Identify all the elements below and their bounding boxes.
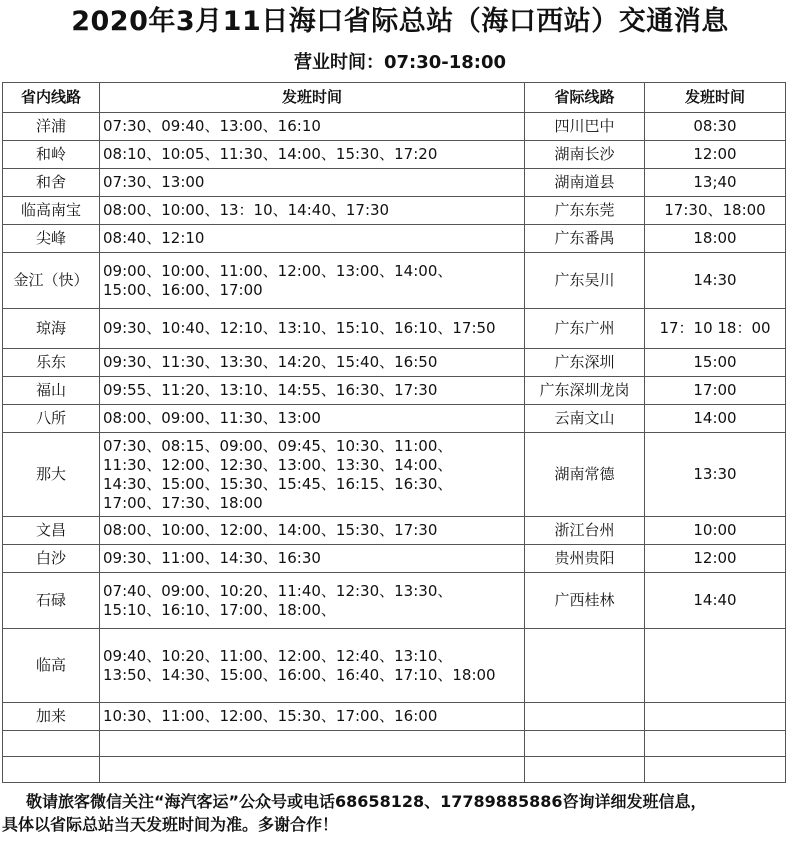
- inter-time-cell: 13:30: [645, 433, 786, 517]
- notice-line-2: 具体以省际总站当天发班时间为准。多谢合作！: [2, 815, 339, 834]
- table-row: [3, 517, 786, 545]
- domestic-times-cell: 09:00、10:00、11:00、12:00、13:00、14:00、 15:00、16:00、17:00: [100, 253, 525, 309]
- domestic-times-cell: 09:55、11:20、13:10、14:55、16:30、17:30: [100, 377, 525, 405]
- domestic-route-cell: 洋浦: [3, 113, 100, 141]
- inter-route-cell: 广西桂林: [525, 573, 645, 629]
- domestic-route-cell: 加来: [3, 703, 100, 731]
- page-title: 2020年3月11日海口省际总站（海口西站）交通消息: [71, 6, 729, 37]
- table-row: [3, 731, 786, 757]
- domestic-times-cell: 09:30、10:40、12:10、13:10、15:10、16:10、17:50: [100, 309, 525, 349]
- business-hours: 营业时间：07:30-18:00: [293, 52, 507, 73]
- inter-time-cell: 17:00: [645, 377, 786, 405]
- domestic-times-cell: 08:00、10:00、13：10、14:40、17:30: [100, 197, 525, 225]
- inter-route-cell: 贵州贵阳: [525, 545, 645, 573]
- table-row: [3, 433, 786, 517]
- domestic-route-cell: 八所: [3, 405, 100, 433]
- domestic-times-cell: 09:30、11:30、13:30、14:20、15:40、16:50: [100, 349, 525, 377]
- inter-time-cell: 13;40: [645, 169, 786, 197]
- domestic-route-cell: [3, 731, 100, 757]
- notice: [2, 790, 792, 836]
- domestic-route-cell: 文昌: [3, 517, 100, 545]
- notice-line-1: 敬请旅客微信关注“海汽客运”公众号或电话68658128、17789885886咨询详细发班信息，: [26, 792, 707, 811]
- inter-route-cell: 广东番禺: [525, 225, 645, 253]
- inter-route-cell: 四川巴中: [525, 113, 645, 141]
- inter-time-cell: 15:00: [645, 349, 786, 377]
- domestic-route-cell: 和岭: [3, 141, 100, 169]
- domestic-times-cell: 07:30、08:15、09:00、09:45、10:30、11:00、 11:30、12:00、12:30、13:00、13:30、14:00、 14:30、15:00、15:30、15:45、16:15、16:30、 17:00、17:30、18:00: [100, 433, 525, 517]
- inter-route-cell: 浙江台州: [525, 517, 645, 545]
- header-inter-route: 省际线路: [525, 83, 645, 113]
- domestic-times-cell: [100, 731, 525, 757]
- domestic-route-cell: 金江（快）: [3, 253, 100, 309]
- domestic-times-cell: 07:40、09:00、10:20、11:40、12:30、13:30、 15:10、16:10、17:00、18:00、: [100, 573, 525, 629]
- domestic-times-cell: 08:00、09:00、11:30、13:00: [100, 405, 525, 433]
- table-row: [3, 113, 786, 141]
- inter-time-cell: 17：10 18：00: [645, 309, 786, 349]
- inter-time-cell: 14:40: [645, 573, 786, 629]
- domestic-route-cell: 福山: [3, 377, 100, 405]
- table-row: [3, 309, 786, 349]
- domestic-times-cell: 07:30、09:40、13:00、16:10: [100, 113, 525, 141]
- table-row: [3, 573, 786, 629]
- inter-time-cell: 12:00: [645, 141, 786, 169]
- inter-time-cell: 14:00: [645, 405, 786, 433]
- schedule-table: [2, 82, 786, 783]
- inter-time-cell: [645, 757, 786, 783]
- domestic-times-cell: 09:40、10:20、11:00、12:00、12:40、13:10、 13:50、14:30、15:00、16:00、16:40、17:10、18:00: [100, 629, 525, 703]
- table-row: [3, 545, 786, 573]
- inter-time-cell: [645, 629, 786, 703]
- inter-time-cell: 08:30: [645, 113, 786, 141]
- domestic-route-cell: 乐东: [3, 349, 100, 377]
- domestic-times-cell: 08:00、10:00、12:00、14:00、15:30、17:30: [100, 517, 525, 545]
- domestic-route-cell: 那大: [3, 433, 100, 517]
- inter-route-cell: 广东深圳: [525, 349, 645, 377]
- inter-time-cell: 17:30、18:00: [645, 197, 786, 225]
- inter-route-cell: [525, 703, 645, 731]
- inter-route-cell: 云南文山: [525, 405, 645, 433]
- inter-route-cell: [525, 731, 645, 757]
- table-row: [3, 377, 786, 405]
- table-row: [3, 225, 786, 253]
- domestic-times-cell: 09:30、11:00、14:30、16:30: [100, 545, 525, 573]
- inter-route-cell: 湖南道县: [525, 169, 645, 197]
- table-header-row: [3, 83, 786, 113]
- table-row: [3, 703, 786, 731]
- domestic-times-cell: 10:30、11:00、12:00、15:30、17:00、16:00: [100, 703, 525, 731]
- header-inter-time: 发班时间: [645, 83, 786, 113]
- inter-time-cell: 10:00: [645, 517, 786, 545]
- inter-time-cell: 12:00: [645, 545, 786, 573]
- domestic-route-cell: 临高: [3, 629, 100, 703]
- domestic-route-cell: 石碌: [3, 573, 100, 629]
- domestic-route-cell: [3, 757, 100, 783]
- table-row: [3, 141, 786, 169]
- table-row: [3, 629, 786, 703]
- domestic-route-cell: 白沙: [3, 545, 100, 573]
- table-row: [3, 197, 786, 225]
- table-row: [3, 757, 786, 783]
- domestic-times-cell: 08:40、12:10: [100, 225, 525, 253]
- table-row: [3, 405, 786, 433]
- header-domestic-route: 省内线路: [3, 83, 100, 113]
- inter-time-cell: 18:00: [645, 225, 786, 253]
- inter-route-cell: [525, 629, 645, 703]
- inter-time-cell: [645, 731, 786, 757]
- table-row: [3, 253, 786, 309]
- table-row: [3, 169, 786, 197]
- domestic-times-cell: 08:10、10:05、11:30、14:00、15:30、17:20: [100, 141, 525, 169]
- table-row: [3, 349, 786, 377]
- inter-route-cell: 广东吴川: [525, 253, 645, 309]
- inter-time-cell: [645, 703, 786, 731]
- domestic-route-cell: 尖峰: [3, 225, 100, 253]
- inter-route-cell: 湖南常德: [525, 433, 645, 517]
- domestic-route-cell: 临高南宝: [3, 197, 100, 225]
- domestic-route-cell: 和舍: [3, 169, 100, 197]
- inter-route-cell: [525, 757, 645, 783]
- inter-route-cell: 广东广州: [525, 309, 645, 349]
- inter-route-cell: 广东深圳龙岗: [525, 377, 645, 405]
- header-domestic-time: 发班时间: [100, 83, 525, 113]
- inter-route-cell: 湖南长沙: [525, 141, 645, 169]
- inter-time-cell: 14:30: [645, 253, 786, 309]
- domestic-route-cell: 琼海: [3, 309, 100, 349]
- domestic-times-cell: [100, 757, 525, 783]
- domestic-times-cell: 07:30、13:00: [100, 169, 525, 197]
- inter-route-cell: 广东东莞: [525, 197, 645, 225]
